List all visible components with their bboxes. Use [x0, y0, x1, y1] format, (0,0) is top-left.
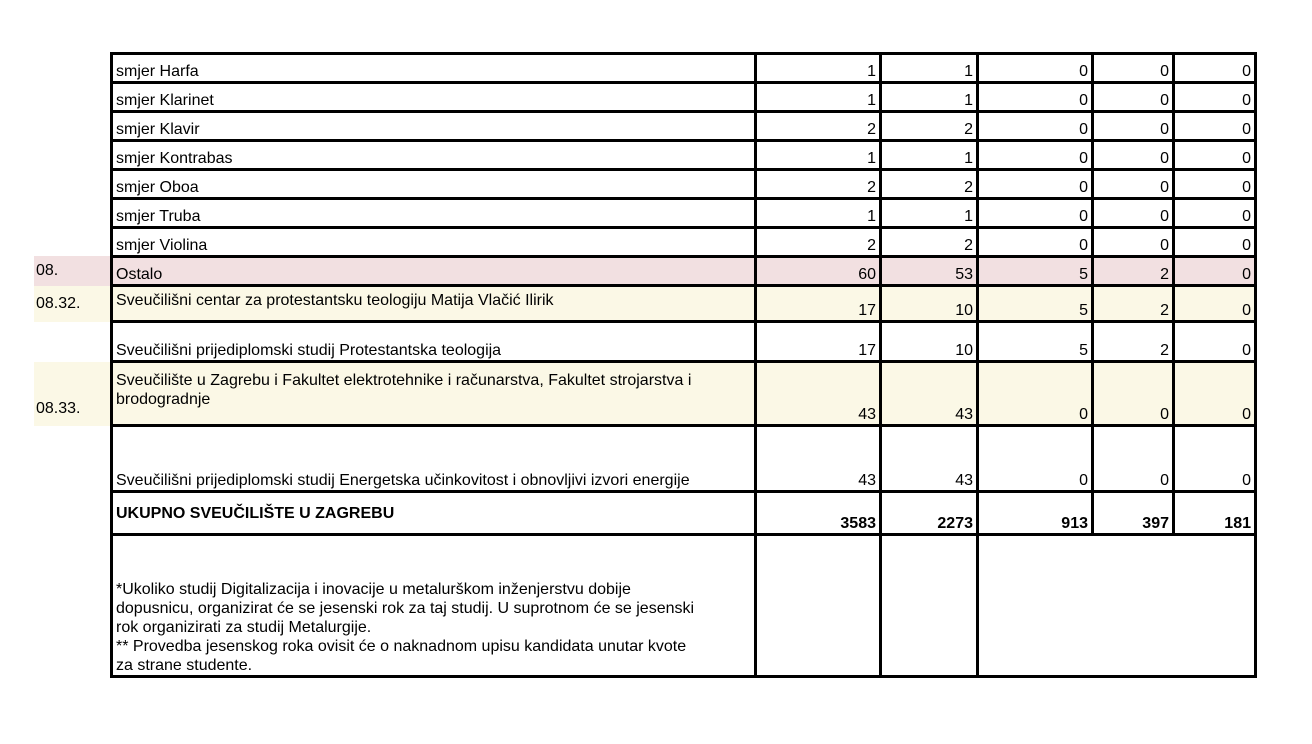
value-cell: 2 — [881, 228, 978, 257]
value-cell: 0 — [1093, 228, 1174, 257]
value-cell: 43 — [881, 426, 978, 492]
total-value: 2273 — [881, 492, 978, 535]
value-cell: 1 — [756, 54, 881, 83]
empty-cell — [756, 535, 881, 677]
value-cell: 0 — [1174, 362, 1256, 426]
value-cell: 0 — [1093, 112, 1174, 141]
value-cell: 43 — [756, 426, 881, 492]
value-cell: 1 — [881, 83, 978, 112]
value-cell: 10 — [881, 286, 978, 322]
empty-cell — [881, 535, 978, 677]
value-cell: 1 — [756, 199, 881, 228]
table-row — [112, 141, 1256, 170]
program-name: smjer Truba — [112, 199, 756, 228]
footnote-line: dopusnicu, organizirat će se jesenski rok za taj studij. U suprotnom će se jesenski — [116, 600, 695, 617]
value-cell: 0 — [978, 362, 1093, 426]
program-name: Sveučilišni centar za protestantsku teologiju Matija Vlačić Ilirik — [112, 286, 756, 322]
program-name: Sveučilišni prijediplomski studij Energetska učinkovitost i obnovljivi izvori energije — [112, 426, 756, 492]
value-cell: 10 — [881, 322, 978, 362]
program-name: smjer Kontrabas — [112, 141, 756, 170]
value-cell: 1 — [881, 54, 978, 83]
value-cell: 0 — [1174, 112, 1256, 141]
total-value: 397 — [1093, 492, 1174, 535]
table-row-institution — [112, 362, 1256, 426]
value-cell: 1 — [756, 141, 881, 170]
total-value: 913 — [978, 492, 1093, 535]
value-cell: 2 — [756, 170, 881, 199]
value-cell: 5 — [978, 257, 1093, 286]
table-row — [112, 83, 1256, 112]
value-cell: 0 — [1093, 54, 1174, 83]
row-code-08-32: 08.32. — [34, 286, 110, 322]
value-cell: 1 — [756, 83, 881, 112]
value-cell: 0 — [1174, 257, 1256, 286]
value-cell: 0 — [978, 228, 1093, 257]
program-name: Sveučilište u Zagrebu i Fakultet elektrotehnike i računarstva, Fakultet strojarstva i brodogradnje — [112, 362, 756, 426]
row-code-08-33: 08.33. — [34, 362, 110, 426]
program-name: smjer Klavir — [112, 112, 756, 141]
value-cell: 0 — [978, 54, 1093, 83]
total-row — [112, 492, 1256, 535]
footnote — [112, 535, 756, 677]
value-cell: 0 — [1174, 83, 1256, 112]
value-cell: 43 — [756, 362, 881, 426]
value-cell: 0 — [1093, 170, 1174, 199]
table-row — [112, 112, 1256, 141]
value-cell: 2 — [1093, 322, 1174, 362]
program-name: Ostalo — [112, 257, 756, 286]
program-name: smjer Oboa — [112, 170, 756, 199]
value-cell: 0 — [1093, 141, 1174, 170]
total-label: UKUPNO SVEUČILIŠTE U ZAGREBU — [112, 492, 756, 535]
row-code-08: 08. — [34, 256, 110, 286]
table-row-institution — [112, 286, 1256, 322]
table-row — [112, 322, 1256, 362]
table-row — [112, 426, 1256, 492]
value-cell: 0 — [1093, 199, 1174, 228]
value-cell: 2 — [1093, 286, 1174, 322]
program-name: smjer Violina — [112, 228, 756, 257]
value-cell: 1 — [881, 141, 978, 170]
value-cell: 0 — [1093, 362, 1174, 426]
value-cell: 0 — [978, 112, 1093, 141]
value-cell: 2 — [756, 228, 881, 257]
value-cell: 17 — [756, 322, 881, 362]
value-cell: 0 — [1093, 426, 1174, 492]
program-name: smjer Harfa — [112, 54, 756, 83]
table-row — [112, 228, 1256, 257]
value-cell: 53 — [881, 257, 978, 286]
value-cell: 0 — [1174, 286, 1256, 322]
value-cell: 0 — [978, 170, 1093, 199]
total-value: 3583 — [756, 492, 881, 535]
value-cell: 60 — [756, 257, 881, 286]
value-cell: 2 — [881, 112, 978, 141]
value-cell: 0 — [978, 83, 1093, 112]
footnote-line: *Ukoliko studij Digitalizacija i inovacije u metalurškom inženjerstvu dobije — [116, 581, 631, 598]
value-cell: 5 — [978, 286, 1093, 322]
value-cell: 0 — [978, 426, 1093, 492]
table-row — [112, 170, 1256, 199]
table-row — [112, 199, 1256, 228]
value-cell: 0 — [1174, 322, 1256, 362]
footnote-line: za strane studente. — [116, 657, 253, 674]
value-cell: 0 — [1174, 426, 1256, 492]
value-cell: 0 — [1093, 83, 1174, 112]
value-cell: 17 — [756, 286, 881, 322]
value-cell: 0 — [1174, 170, 1256, 199]
value-cell: 2 — [881, 170, 978, 199]
value-cell: 0 — [1174, 199, 1256, 228]
table-row — [112, 54, 1256, 83]
program-name: smjer Klarinet — [112, 83, 756, 112]
value-cell: 5 — [978, 322, 1093, 362]
footnote-row — [112, 535, 1256, 677]
empty-cell — [978, 535, 1256, 677]
enrollment-table — [110, 52, 1257, 678]
value-cell: 0 — [1174, 228, 1256, 257]
value-cell: 2 — [756, 112, 881, 141]
value-cell: 0 — [1174, 54, 1256, 83]
value-cell: 1 — [881, 199, 978, 228]
table-row-ostalo — [112, 257, 1256, 286]
value-cell: 43 — [881, 362, 978, 426]
footnote-line: ** Provedba jesenskog roka ovisit će o naknadnom upisu kandidata unutar kvote — [116, 638, 687, 655]
value-cell: 0 — [1174, 141, 1256, 170]
value-cell: 0 — [978, 199, 1093, 228]
value-cell: 0 — [978, 141, 1093, 170]
total-value: 181 — [1174, 492, 1256, 535]
program-name: Sveučilišni prijediplomski studij Protestantska teologija — [112, 322, 756, 362]
footnote-line: rok organizirati za studij Metalurgije. — [116, 619, 372, 636]
value-cell: 2 — [1093, 257, 1174, 286]
